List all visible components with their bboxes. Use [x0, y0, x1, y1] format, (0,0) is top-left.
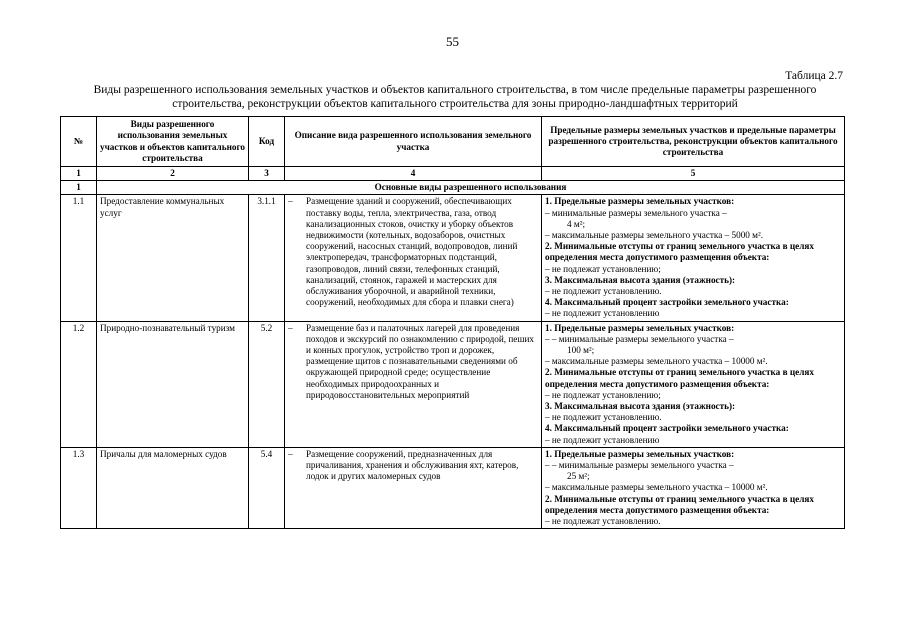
limit-line: 3. Максимальная высота здания (этажность):: [545, 274, 736, 285]
table-label: Таблица 2.7: [785, 70, 843, 82]
limit-line: 2. Минимальные отступы от границ земельного участка в целях определения места допустимого размещения объекта:: [545, 367, 814, 389]
limit-line: 4. Максимальный процент застройки земельного участка:: [545, 297, 789, 308]
section-row: [61, 181, 845, 195]
limit-line: – минимальные размеры земельного участка –: [545, 207, 727, 218]
header-kinds: Виды разрешенного использования земельных участков и объектов капитального строительства: [97, 117, 249, 167]
header-limits: Предельные размеры земельных участков и предельные параметры разрешенного строительства, реконструкции объектов капитального строительства: [542, 117, 845, 167]
page-number: 55: [446, 34, 459, 49]
section-num: 1: [61, 181, 97, 195]
header-desc: Описание вида разрешенного использования земельного участка: [285, 117, 542, 167]
table-row: [61, 321, 845, 447]
row-desc: Размещение зданий и сооружений, обеспечивающих поставку воды, тепла, электричества, газа, отвод канализационных стоков, очистку и уборку объектов недвижимости (котельных, водозаборов, очистных сооружений, насосных станций, водопроводов, линий электропередач, трансформаторных подстанций, газопроводов, линий связи, телефонных станций, канализаций, стоянок, гаражей и мастерских для обслуживания уборочной, и аварийной техники, сооружений, необходимых для сбора и плавки снега): [306, 196, 518, 308]
header-code: Код: [249, 117, 285, 167]
limit-line: – не подлежат установлению.: [545, 516, 661, 527]
row-limits: [542, 195, 845, 321]
row-desc-cell: [285, 321, 542, 447]
row-desc-cell: [285, 447, 542, 528]
limit-line: 4. Максимальный процент застройки земельного участка:: [545, 423, 789, 434]
limit-line: – максимальные размеры земельного участка – 5000 м².: [545, 230, 764, 241]
row-code: 5.2: [249, 321, 285, 447]
col-number: 3: [249, 167, 285, 181]
table-header-row: [61, 117, 845, 167]
limit-line: 4 м²;: [567, 218, 586, 229]
limit-line: 2. Минимальные отступы от границ земельного участка в целях определения места допустимого размещения объекта:: [545, 241, 814, 263]
row-kind: Предоставление коммунальных услуг: [97, 195, 249, 321]
limit-line: – – минимальные размеры земельного участка –: [545, 333, 734, 344]
zoning-table: [60, 116, 845, 529]
row-kind: Природно-познавательный туризм: [97, 321, 249, 447]
limit-line: 3. Максимальная высота здания (этажность):: [545, 401, 736, 412]
limit-line: 25 м²;: [567, 471, 590, 482]
section-title: Основные виды разрешенного использования: [97, 181, 845, 195]
row-code: 3.1.1: [249, 195, 285, 321]
limit-line: – максимальные размеры земельного участка – 10000 м².: [545, 356, 768, 367]
limit-line: – не подлежит установлению.: [545, 412, 662, 423]
row-desc-cell: [285, 195, 542, 321]
row-code: 5.4: [249, 447, 285, 528]
limit-line: 100 м²;: [567, 345, 595, 356]
col-number: 5: [542, 167, 845, 181]
limit-line: 2. Минимальные отступы от границ земельного участка в целях определения места допустимого размещения объекта:: [545, 493, 814, 515]
row-desc: Размещение сооружений, предназначенных для причаливания, хранения и обслуживания яхт, катеров, лодок и других маломерных судов: [306, 448, 519, 482]
limit-line: – – минимальные размеры земельного участка –: [545, 460, 734, 471]
table-row: [61, 447, 845, 528]
table-caption: Виды разрешенного использования земельных участков и объектов капитального строительства, в том числе предельные параметры разрешенного строительства, реконструкции объектов капитального строительства для зоны природно-ландшафтных территорий: [93, 84, 817, 110]
limit-line: – максимальные размеры земельного участка – 10000 м².: [545, 482, 768, 493]
row-num: 1.3: [61, 447, 97, 528]
row-num: 1.2: [61, 321, 97, 447]
row-desc: Размещение баз и палаточных лагерей для проведения походов и экскурсий по ознакомлению с природой, пеших и конных прогулок, устройство троп и дорожек, размещение щитов с познавательными сведениями об окружающей природной среде; осуществление необходимых природоохранных и природовосстановительных мероприятий: [306, 322, 534, 400]
dash-marker: –: [288, 196, 293, 207]
limit-line: – не подлежит установлению: [545, 308, 660, 319]
row-num: 1.1: [61, 195, 97, 321]
row-limits: [542, 447, 845, 528]
header-num: №: [61, 117, 97, 167]
dash-marker: –: [288, 322, 293, 333]
column-number-row: [61, 167, 845, 181]
limit-line: 1. Предельные размеры земельных участков:: [545, 448, 735, 459]
limit-line: 1. Предельные размеры земельных участков:: [545, 322, 735, 333]
limit-line: – не подлежит установлению: [545, 434, 660, 445]
col-number: 1: [61, 167, 97, 181]
limit-line: 1. Предельные размеры земельных участков:: [545, 196, 735, 207]
table-row: [61, 195, 845, 321]
limit-line: – не подлежит установлению.: [545, 286, 662, 297]
dash-marker: –: [288, 448, 293, 459]
limit-line: – не подлежат установлению;: [545, 389, 661, 400]
col-number: 4: [285, 167, 542, 181]
col-number: 2: [97, 167, 249, 181]
row-kind: Причалы для маломерных судов: [97, 447, 249, 528]
limit-line: – не подлежат установлению;: [545, 263, 661, 274]
row-limits: [542, 321, 845, 447]
